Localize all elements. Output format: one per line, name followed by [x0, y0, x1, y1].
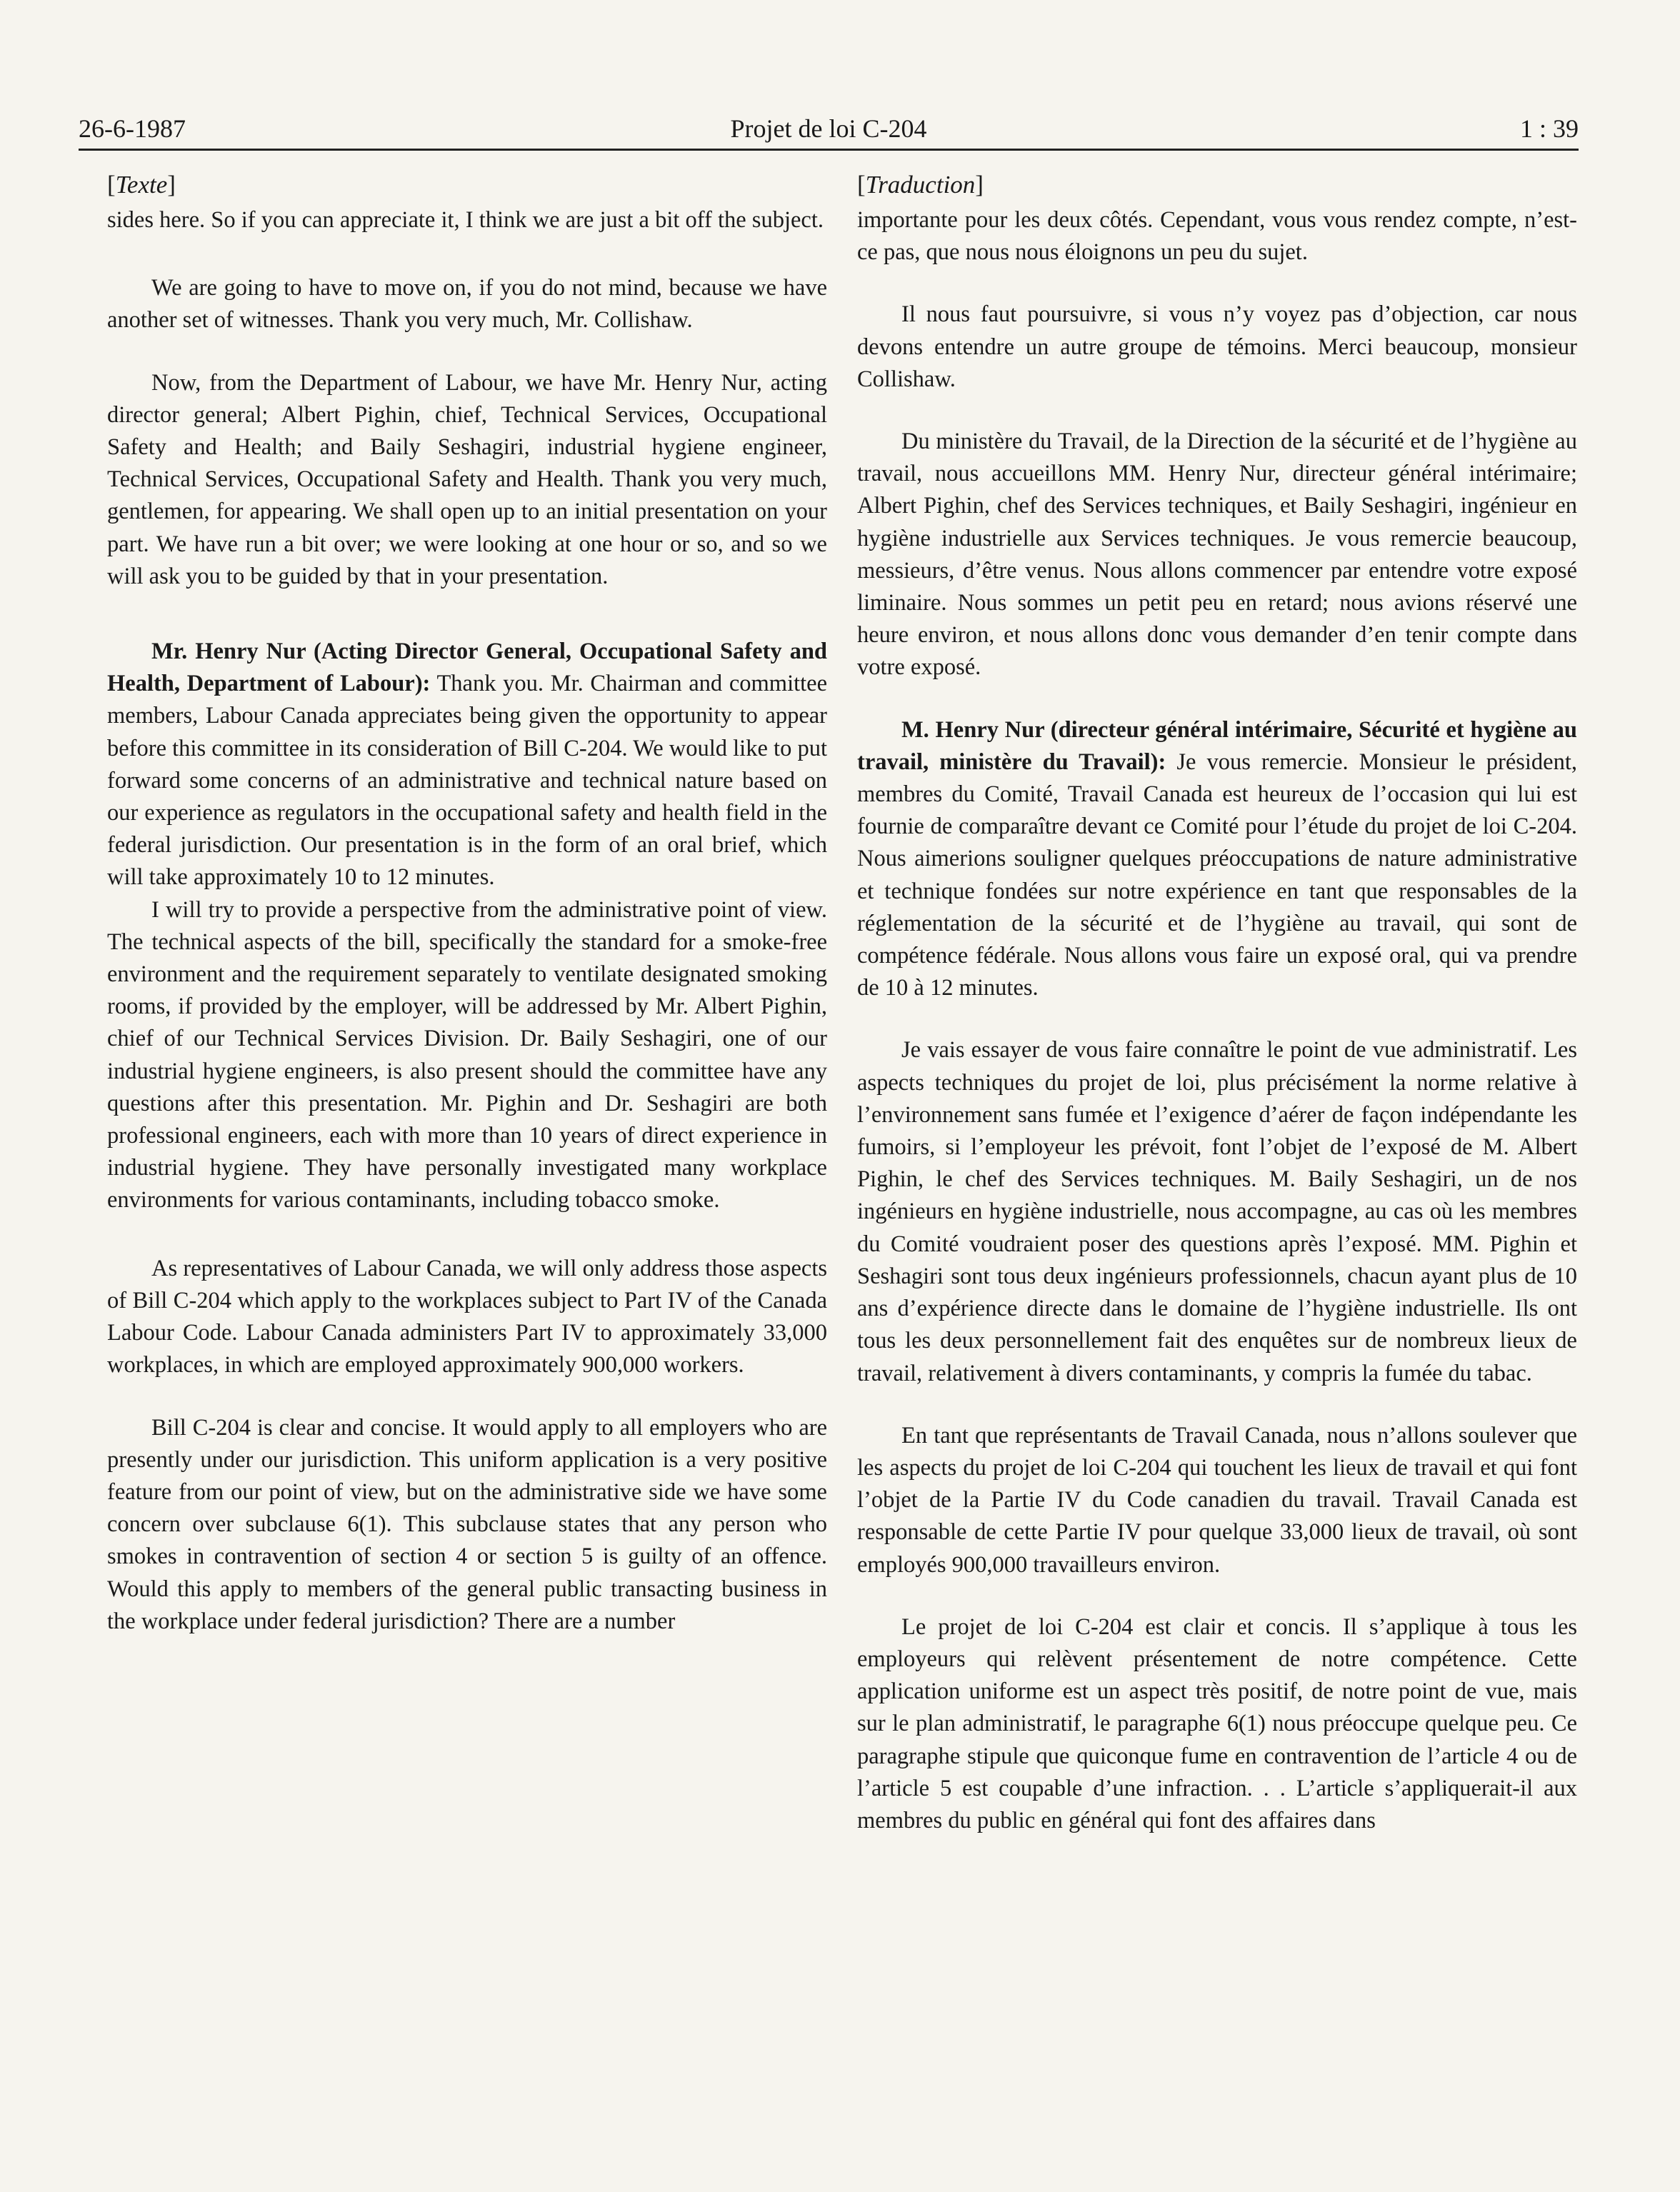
right-paragraph-2: Il nous faut poursuivre, si vous n’y voyez pas d’objection, car nous devons entendre un autre groupe de témoins. Merci beaucoup, monsieur Collishaw.: [857, 301, 1577, 392]
header-rule: [79, 149, 1579, 151]
right-column-label-text: Traduction: [865, 171, 976, 199]
left-paragraph-7: Bill C-204 is clear and concise. It would apply to all employers who are presently under our jurisdiction. This uniform application is a very positive feature from our point of view, but on the administrative side we have some concern over subclause 6(1). This subclause states that any person who smokes in contravention of section 4 or section 5 is guilty of an offence. Would this apply to members of the general public transacting business in the workplace under federal jurisdiction? There are a number: [107, 1414, 827, 1634]
page-header: [79, 107, 1579, 150]
left-paragraph-3: Now, from the Department of Labour, we have Mr. Henry Nur, acting director general; Albert Pighin, chief, Technical Services, Occupational Safety and Health; and Baily Seshagiri, industrial hygiene engineer, Technical Services, Occupational Safety and Health. Thank you very much, gentlemen, for appearing. We shall open up to an initial presentation on your part. We have run a bit over; we were looking at one hour or so, and so we will ask you to be guided by that in your presentation.: [107, 369, 827, 589]
left-paragraph-5: I will try to provide a perspective from the administrative point of view. The technical aspects of the bill, specifically the standard for a smoke-free environment and the requirement separately to ventilate designated smoking rooms, if provided by the employer, will be addressed by Mr. Albert Pighin, chief of our Technical Services Division. Dr. Baily Seshagiri, one of our industrial hygiene engineers, is also present should the committee have any questions after this presentation. Mr. Pighin and Dr. Seshagiri are both professional engineers, each with more than 10 years of direct experience in industrial hygiene. They have personally investigated many workplace environments for various contaminants, including tobacco smoke.: [107, 896, 827, 1213]
left-paragraph-6: As representatives of Labour Canada, we will only address those aspects of Bill C-204 which apply to the workplaces subject to Part IV of the Canada Labour Code. Labour Canada administers Part IV to approximately 33,000 workplaces, in which are employed approximately 900,000 workers.: [107, 1255, 827, 1378]
left-paragraph-1: sides here. So if you can appreciate it, I think we are just a bit off the subject.: [107, 207, 824, 233]
right-paragraph-5: Je vais essayer de vous faire connaître le point de vue administratif. Les aspects techniques du projet de loi, plus précisément la norme relative à l’environnement sans fumée et l’exigence d’aérer de façon indépendante les fumoirs, si l’employeur les prévoit, font l’objet de l’exposé de M. Albert Pighin, le chef des Services techniques. M. Baily Seshagiri, un de nos ingénieurs en hygiène industrielle, nous accompagne, au cas où les membres du Comité voudraient poser des questions après l’exposé. MM. Pighin et Seshagiri sont tous deux ingénieurs professionnels, chacun ayant plus de 10 ans d’expérience directe dans le domaine de l’hygiène industrielle. Ils ont tous les deux personnellement fait des enquêtes sur de nombreux lieux de travail, relativement à divers contaminants, y compris la fumée du tabac.: [857, 1037, 1577, 1386]
left-column-label-text: Texte: [115, 171, 168, 199]
left-paragraph-4: [107, 636, 827, 894]
right-paragraph-3: Du ministère du Travail, de la Direction de la sécurité et de l’hygiène au travail, nous accueillons MM. Henry Nur, directeur général intérimaire; Albert Pighin, chef des Services techniques, et Baily Seshagiri, ingénieur en hygiène industrielle aux Services techniques. Je vous remercie beaucoup, messieurs, d’être venus. Nous allons commencer par entendre votre exposé liminaire. Nous sommes un petit peu en retard; nous avions réservé une heure environ, et nous allons donc vous demander d’en tenir compte dans votre exposé.: [857, 429, 1577, 681]
right-paragraph-1: importante pour les deux côtés. Cependant, vous vous rendez compte, n’est-ce pas, que nous nous éloignons un peu du sujet.: [857, 207, 1577, 266]
header-page-number: 1 : 39: [1519, 114, 1579, 143]
right-paragraph-6: En tant que représentants de Travail Canada, nous n’allons soulever que les aspects du projet de loi C-204 qui touchent les lieux de travail et qui font l’objet de la Partie IV du Code canadien du travail. Travail Canada est responsable de cette Partie IV pour quelque 33,000 lieux de travail, où sont employés 900,000 travailleurs environ.: [857, 1422, 1577, 1578]
right-column-label: [Traduction]: [857, 171, 984, 199]
right-paragraph-4: [857, 714, 1577, 1005]
left-column-label: [Texte]: [107, 171, 176, 199]
right-column: [857, 169, 1577, 1837]
left-paragraph-4-text: Thank you. Mr. Chairman and committee members, Labour Canada appreciates being given the opportunity to appear before this committee in its consideration of Bill C-204. We would like to put forward some concerns of an administrative and technical nature based on our experience as regulators in the occupational safety and health field in the federal jurisdiction. Our presentation is in the form of an oral brief, which will take approximately 10 to 12 minutes.: [107, 671, 828, 891]
right-paragraph-4-text: Je vous remercie. Monsieur le président, membres du Comité, Travail Canada est heureux de l’occasion qui lui est fournie de comparaître devant ce Comité pour l’étude du projet de loi C-204. Nous aimerions souligner quelques préoccupations de nature administrative et technique fondées sur notre expérience en tant que responsables de la réglementation de la sécurité et de l’hygiène au travail, qui sont de compétence fédérale. Nous allons vous faire un exposé oral, qui va prendre de 10 à 12 minutes.: [857, 749, 1577, 1001]
header-title: Projet de loi C-204: [730, 114, 927, 143]
header-date: 26-6-1987: [79, 114, 186, 143]
left-speaker: Mr. Henry Nur (Acting Director General, Occupational Safety and Health, Department of Labour):: [107, 639, 827, 697]
right-paragraph-7: Le projet de loi C-204 est clair et concis. Il s’applique à tous les employeurs qui relèvent présentement de notre compétence. Cette application uniforme est un aspect très positif, de notre point de vue, mais sur le plan administratif, le paragraphe 6(1) nous préoccupe quelque peu. Ce paragraphe stipule que quiconque fume en contravention de l’article 4 ou de l’article 5 est coupable d’une infraction. . . L’article s’appliquerait-il aux membres du public en général qui font des affaires dans: [857, 1613, 1577, 1833]
left-paragraph-2: We are going to have to move on, if you do not mind, because we have another set of witnesses. Thank you very much, Mr. Collishaw.: [107, 275, 827, 334]
right-speaker: M. Henry Nur (directeur général intérimaire, Sécurité et hygiène au travail, ministère du Travail):: [857, 716, 1577, 775]
left-column: [107, 169, 827, 1638]
